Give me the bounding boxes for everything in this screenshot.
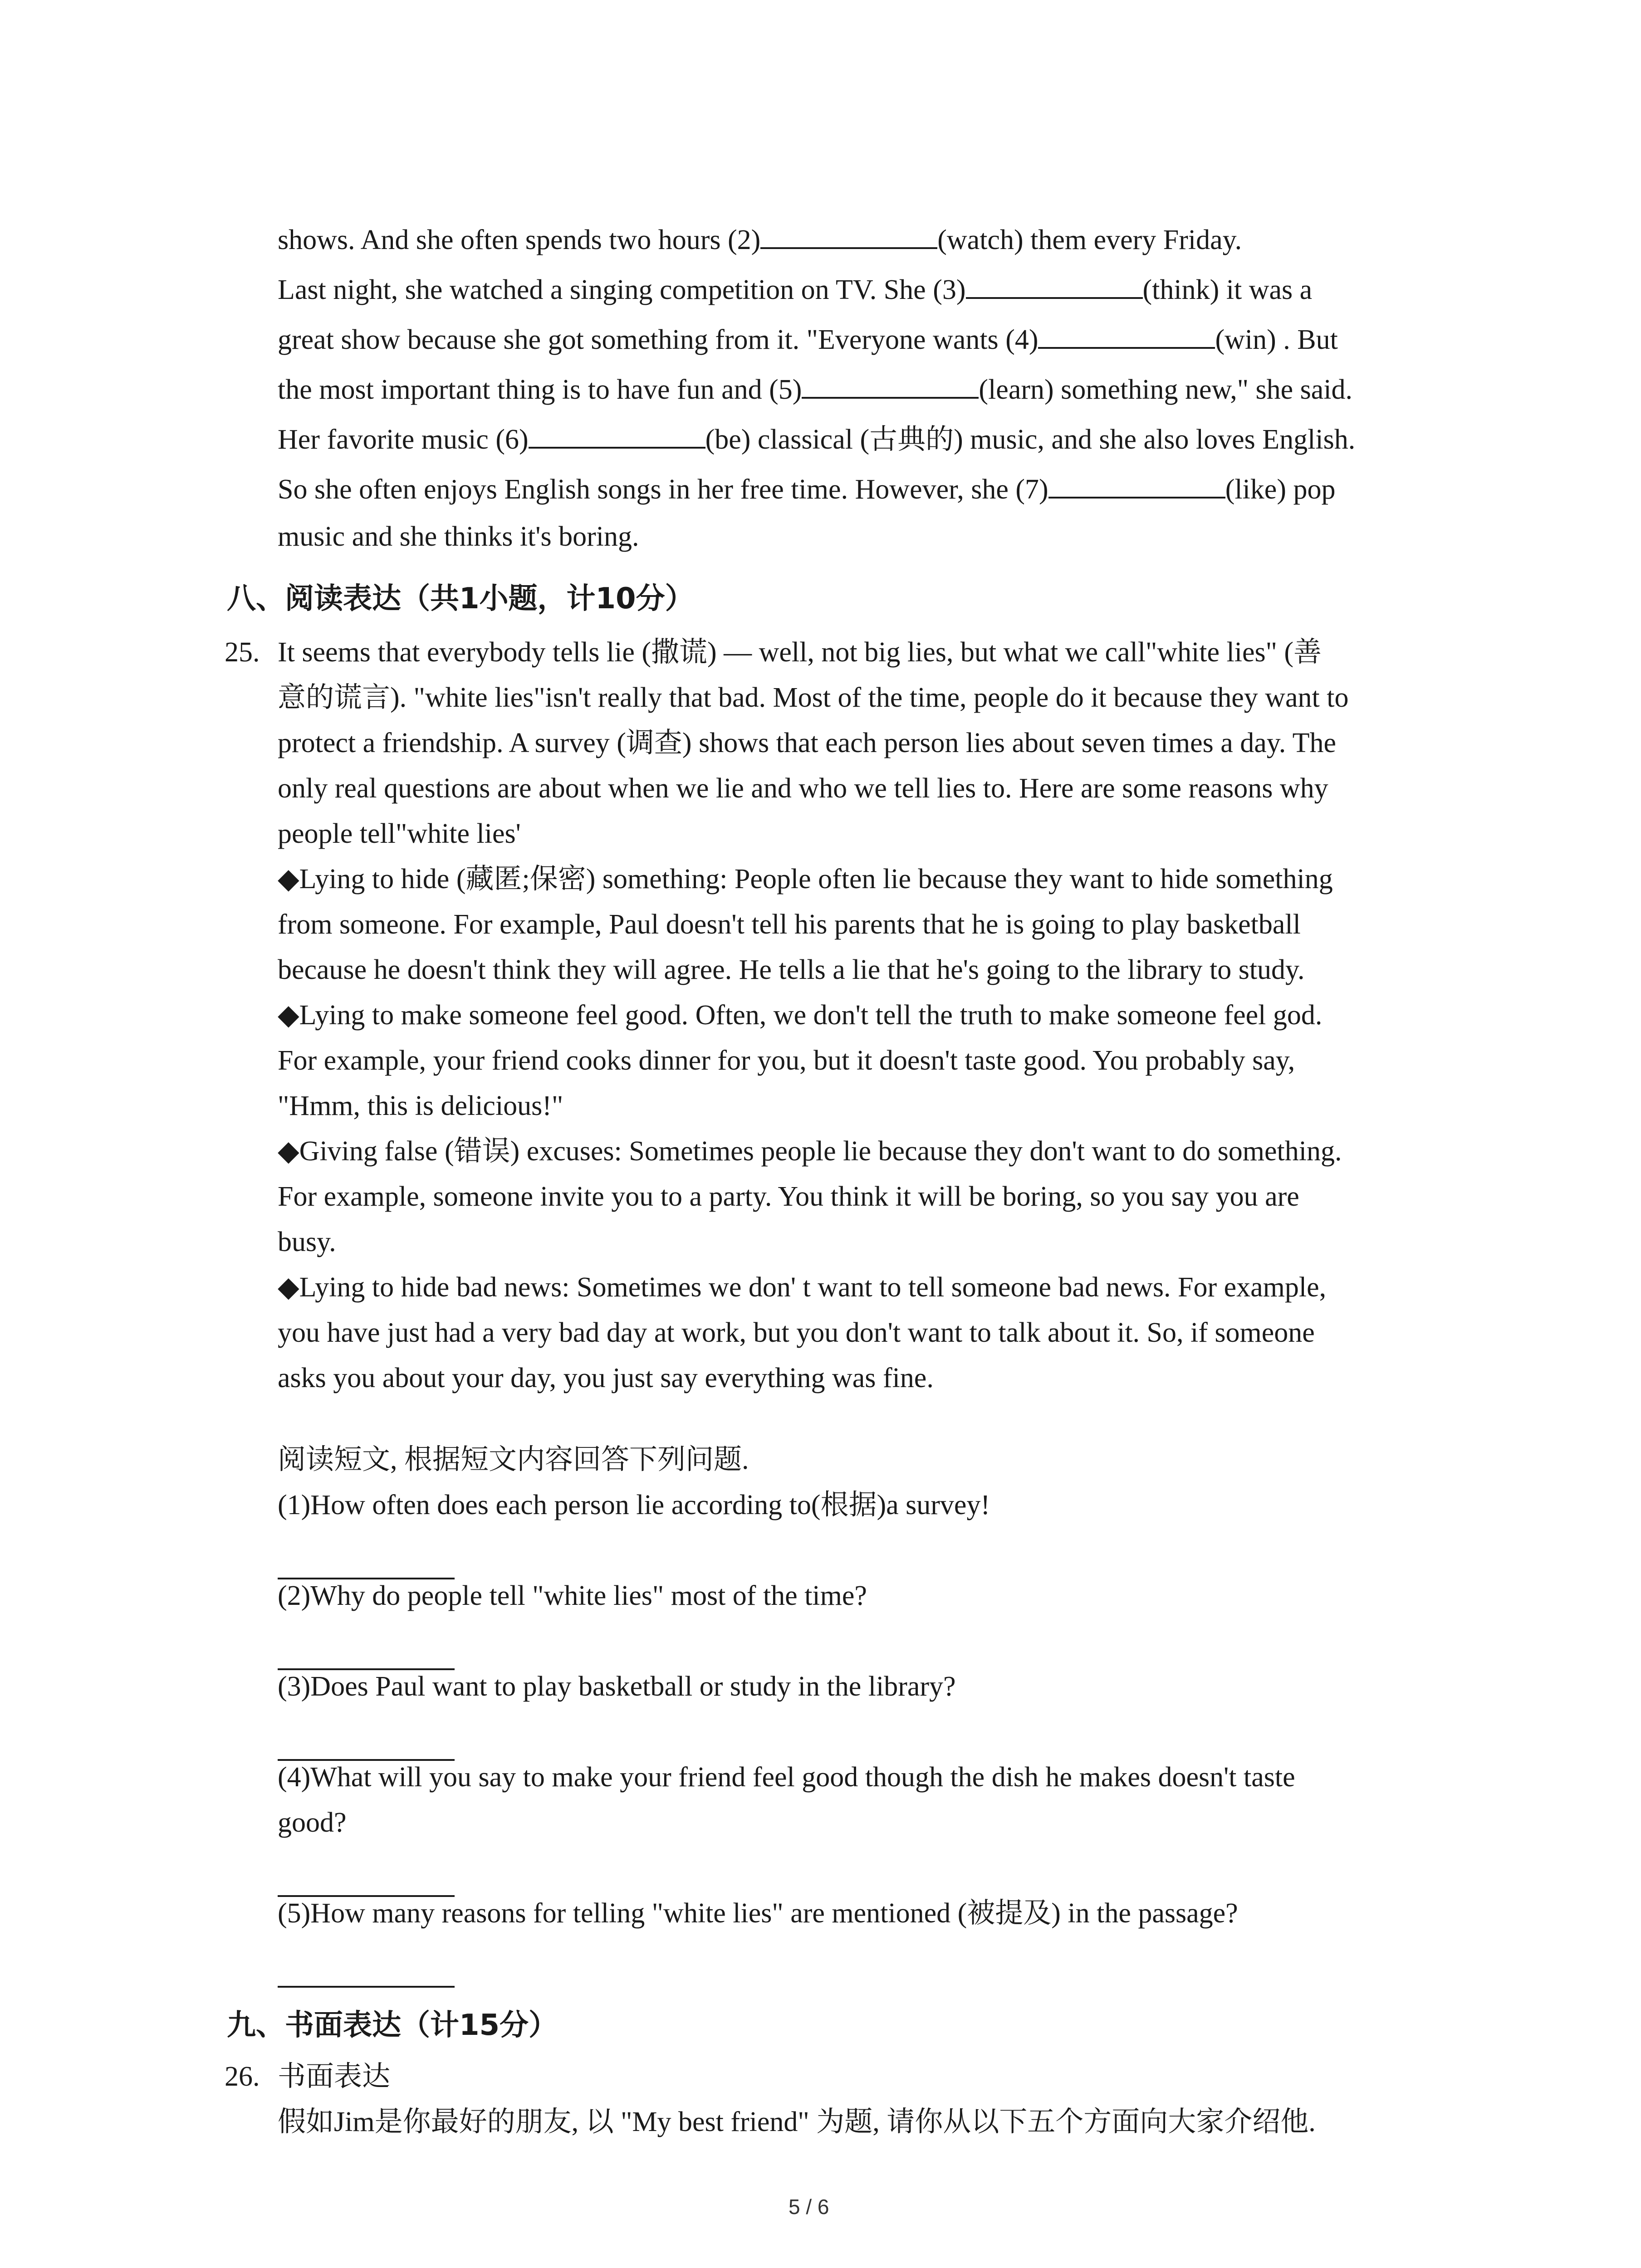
question-5: (5)How many reasons for telling "white lies" are mentioned (被提及) in the passage?	[278, 1898, 1238, 1929]
question-4-continued: good?	[278, 1807, 347, 1838]
passage-line: from someone. For example, Paul doesn't tell his parents that he is going to play basketball	[278, 909, 1301, 940]
passage-line: ◆Lying to hide (藏匿;保密) something: People often lie because they want to hide something	[278, 864, 1333, 894]
passage-line: protect a friendship. A survey (调查) shows that each person lies about seven times a day. The	[278, 728, 1337, 758]
passage-line: ◆Lying to make someone feel good. Often, we don't tell the truth to make someone feel god.	[278, 1000, 1323, 1031]
writing-prompt: 假如Jim是你最好的朋友, 以 "My best friend" 为题, 请你从以下五个方面向大家介绍他.	[278, 2107, 1316, 2137]
passage-line: ◆Giving false (错误) excuses: Sometimes people lie because they don't want to do something.	[278, 1136, 1342, 1167]
answer-blank-4[interactable]	[1038, 321, 1215, 349]
question-3: (3)Does Paul want to play basketball or study in the library?	[278, 1671, 956, 1702]
passage-line: only real questions are about when we lie and who we tell lies to. Here are some reasons why	[278, 773, 1328, 804]
passage-line: people tell"white lies'	[278, 818, 521, 849]
cloze-line-3: great show because she got something from it. "Everyone wants (4) (win) . But	[278, 321, 1338, 358]
answer-line-5[interactable]	[278, 1984, 455, 1988]
passage-line: ◆Lying to hide bad news: Sometimes we don' t want to tell someone bad news. For example,	[278, 1272, 1327, 1303]
passage-line: It seems that everybody tells lie (撒谎) — well, not big lies, but what we call"white lies" (善	[278, 637, 1322, 668]
cloze-line-1: shows. And she often spends two hours (2) (watch) them every Friday.	[278, 221, 1242, 258]
writing-title: 书面表达	[278, 2061, 391, 2092]
reading-instruction: 阅读短文, 根据短文内容回答下列问题.	[278, 1444, 749, 1475]
answer-blank-2[interactable]	[760, 221, 937, 249]
passage-line: For example, someone invite you to a party. You think it will be boring, so you say you are	[278, 1181, 1299, 1212]
cloze-line-4: the most important thing is to have fun and (5) (learn) something new," she said.	[278, 371, 1352, 408]
question-2: (2)Why do people tell "white lies" most of the time?	[278, 1580, 867, 1611]
cloze-line-2: Last night, she watched a singing competition on TV. She (3) (think) it was a	[278, 271, 1312, 308]
cloze-line-7: music and she thinks it's boring.	[278, 521, 639, 552]
section-heading-writing: 九、书面表达（计15分）	[227, 2009, 558, 2042]
passage-line: For example, your friend cooks dinner for you, but it doesn't taste good. You probably say,	[278, 1045, 1295, 1076]
passage-line: asks you about your day, you just say everything was fine.	[278, 1363, 934, 1393]
page-number: 5 / 6	[789, 2195, 829, 2219]
cloze-line-6: So she often enjoys English songs in her free time. However, she (7) (like) pop	[278, 470, 1335, 508]
passage-line: you have just had a very bad day at work, but you don't want to talk about it. So, if someone	[278, 1317, 1315, 1348]
answer-blank-5[interactable]	[802, 371, 979, 399]
cloze-line-5: Her favorite music (6) (be) classical (古典的) music, and she also loves English.	[278, 420, 1355, 458]
question-1: (1)How often does each person lie according to(根据)a survey!	[278, 1490, 990, 1520]
answer-blank-6[interactable]	[529, 420, 705, 449]
answer-blank-3[interactable]	[966, 271, 1143, 299]
section-heading-reading-expression: 八、阅读表达（共1小题，计10分）	[227, 582, 694, 616]
passage-line: busy.	[278, 1227, 336, 1257]
question-number-26: 26.	[225, 2061, 260, 2092]
passage-line: because he doesn't think they will agree. He tells a lie that he's going to the library to study.	[278, 954, 1305, 985]
question-number-25: 25.	[225, 637, 260, 668]
passage-line: "Hmm, this is delicious!"	[278, 1090, 563, 1121]
answer-blank-7[interactable]	[1048, 470, 1225, 499]
question-4: (4)What will you say to make your friend feel good though the dish he makes doesn't taste	[278, 1762, 1295, 1793]
passage-line: 意的谎言). "white lies"isn't really that bad. Most of the time, people do it because they want to	[278, 682, 1349, 713]
